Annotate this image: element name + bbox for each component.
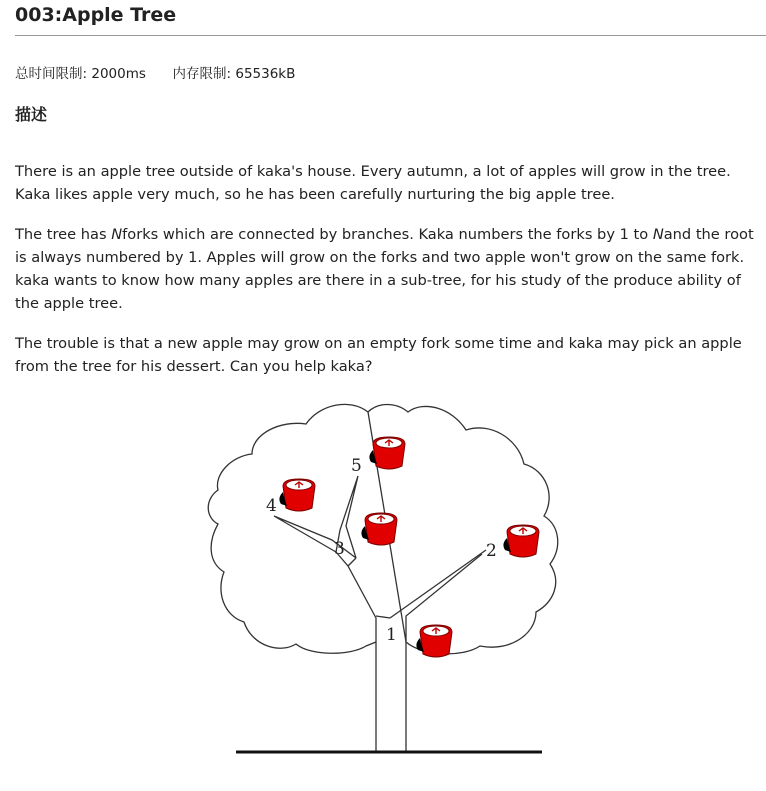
description-heading: 描述 bbox=[15, 105, 48, 124]
apple-icon bbox=[361, 513, 397, 545]
fork-label-1: 1 bbox=[386, 625, 397, 645]
memory-limit-value: 65536kB bbox=[235, 66, 296, 82]
apple-icon bbox=[416, 625, 452, 657]
tree-trunk bbox=[336, 550, 486, 752]
apple-icon bbox=[369, 437, 405, 469]
p2-variable-n-2: N bbox=[652, 226, 664, 243]
description-paragraph-3: The trouble is that a new apple may grow on an empty fork some time and kaka may pick an apple from the tree for his dessert. Can you help kaka? bbox=[15, 335, 742, 375]
fork-label-3: 3 bbox=[334, 539, 345, 559]
description-paragraph-2 bbox=[15, 223, 755, 315]
problem-title: 003:Apple Tree bbox=[15, 4, 177, 26]
time-limit-label: 总时间限制: bbox=[15, 66, 88, 82]
fork-label-4: 4 bbox=[266, 496, 277, 516]
description-paragraph-1: There is an apple tree outside of kaka's house. Every autumn, a lot of apples will grow in the tree. Kaka likes apple very much, so he has been carefully nurturing the big apple tree. bbox=[15, 163, 731, 203]
fork-label-2: 2 bbox=[486, 541, 497, 561]
time-limit-value: 2000ms bbox=[91, 66, 146, 82]
p2-text-c: and the root is always numbered by 1. Apples will grow on the forks and two apple won't grow on the same fork. kaka wants to know how many apples are there in a sub-tree, for his study of the produce ability of the apple tree. bbox=[15, 226, 754, 312]
fork-label-5: 5 bbox=[351, 456, 362, 476]
apple-icon bbox=[503, 525, 539, 557]
memory-limit-label: 内存限制: bbox=[172, 66, 232, 82]
p2-text-b: forks which are connected by branches. Kaka numbers the forks by 1 to bbox=[122, 226, 653, 243]
p2-variable-n: N bbox=[111, 226, 123, 243]
apple-icon bbox=[279, 479, 315, 511]
title-divider bbox=[15, 35, 766, 36]
p2-text-a: The tree has bbox=[15, 226, 112, 243]
limits-line bbox=[15, 62, 295, 82]
apple-tree-figure bbox=[200, 390, 580, 760]
